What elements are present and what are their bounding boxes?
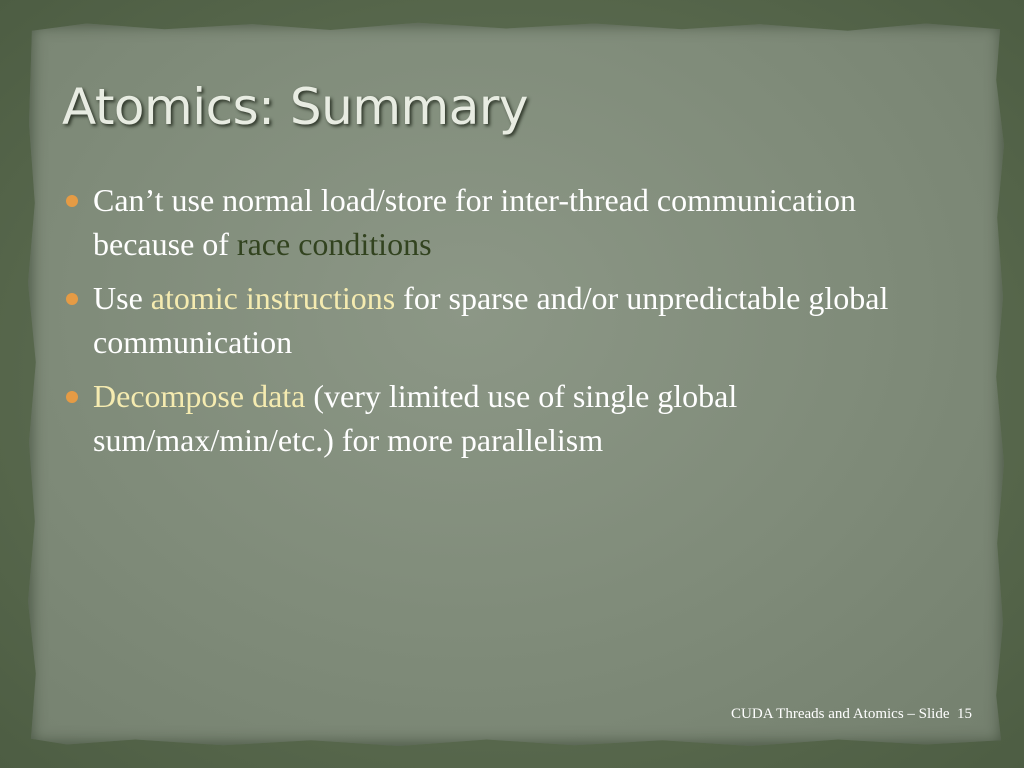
bullet-highlight: race conditions [236, 226, 432, 262]
bullet-text: Use [93, 280, 151, 316]
bullet-list [64, 178, 904, 472]
bullet-icon [66, 293, 78, 305]
bullet-icon [66, 391, 78, 403]
slide-footer [731, 706, 972, 723]
bullet-icon [66, 195, 78, 207]
bullet-highlight: atomic instructions [150, 280, 396, 316]
bullet-text-after: for sparse and/or unpredictable global communication [93, 280, 889, 360]
footer-text: CUDA Threads and Atomics – Slide [731, 706, 950, 722]
bullet-text-after: (very limited use of single global sum/max/min/etc.) for more parallelism [93, 378, 738, 458]
bullet-item [64, 374, 904, 462]
bullet-text: Can’t use normal load/store for inter-thread communication because of [93, 182, 856, 262]
bullet-highlight: Decompose data [93, 378, 306, 414]
slide-number: 15 [957, 706, 972, 722]
bullet-item [64, 178, 904, 266]
bullet-item [64, 276, 904, 364]
slide-title: Atomics: Summary [62, 78, 529, 136]
